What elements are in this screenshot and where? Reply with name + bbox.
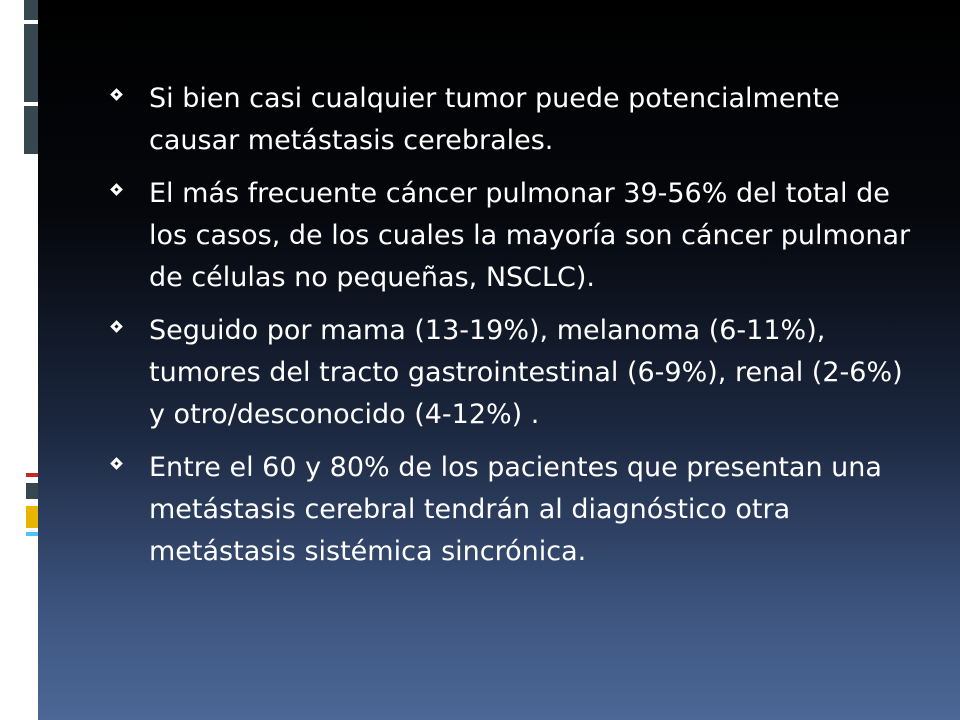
bullet-list	[112, 78, 912, 573]
bullet-text: Seguido por mama (13-19%), melanoma (6-11%), tumores del tracto gastrointestinal (6-9%), renal (2-6%) y otro/desconocido (4-12%) .	[149, 315, 903, 430]
accent-bar-top-gray-2	[24, 24, 38, 102]
bullet-text: Entre el 60 y 80% de los pacientes que presentan una metástasis cerebral tendrán al diagnóstico otra metástasis sistémica sincrónica.	[149, 452, 882, 567]
bullet-item	[112, 78, 912, 162]
bullet-text: El más frecuente cáncer pulmonar 39-56% del total de los casos, de los cuales la mayoría son cáncer pulmonar de células no pequeñas, NSCLC).	[149, 178, 911, 293]
bullet-item	[112, 447, 912, 573]
left-sidebar-strip	[0, 0, 38, 720]
diamond-bullet-icon	[110, 320, 123, 333]
accent-bar-top-gray-3	[24, 106, 38, 154]
accent-bar-red	[26, 473, 38, 477]
diamond-bullet-icon	[110, 457, 123, 470]
bullet-text: Si bien casi cualquier tumor puede potencialmente causar metástasis cerebrales.	[149, 83, 840, 156]
accent-bar-cyan	[26, 532, 38, 536]
accent-bar-yellow	[26, 506, 38, 528]
accent-bar-gray	[26, 483, 38, 499]
diamond-bullet-icon	[110, 183, 123, 196]
bullet-item	[112, 310, 912, 436]
bullet-item	[112, 173, 912, 299]
accent-bar-top-gray	[24, 0, 38, 20]
slide-content	[112, 78, 912, 584]
diamond-bullet-icon	[110, 88, 123, 101]
